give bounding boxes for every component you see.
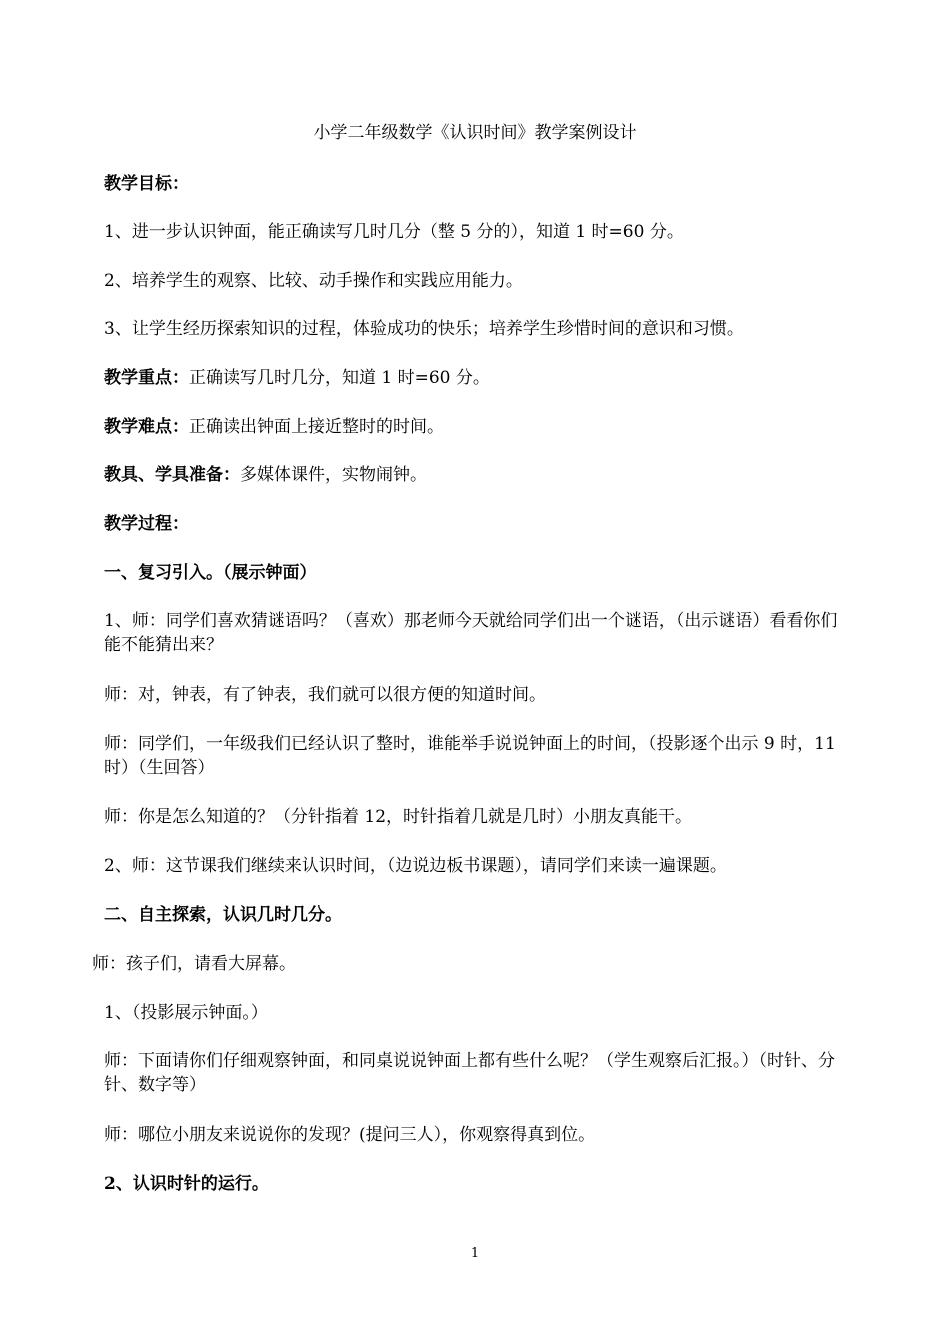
section2-paragraph: 师：下面请你们仔细观察钟面，和同桌说说钟面上都有些什么呢？（学生观察后汇报。）（时针、分针、数字等） <box>104 1051 835 1095</box>
difficulty <box>104 415 444 439</box>
section1-paragraph: 师：同学们，一年级我们已经认识了整时，谁能举手说说钟面上的时间，（投影逐个出示 9 时，11 时）（生回答） <box>104 734 836 778</box>
tools <box>104 463 427 487</box>
section1-paragraph: 师：你是怎么知道的？（分针指着 12，时针指着几就是几时）小朋友真能干。 <box>104 807 693 827</box>
section2-paragraph: 师：哪位小朋友来说说你的发现？(提问三人），你观察得真到位。 <box>104 1125 596 1145</box>
key-point <box>104 366 490 390</box>
section2-heading: 二、自主探索，认识几时几分。 <box>104 905 342 925</box>
goal-item: 3、让学生经历探索知识的过程，体验成功的快乐；培养学生珍惜时间的意识和习惯。 <box>104 319 744 339</box>
goal-item: 2、培养学生的观察、比较、动手操作和实践应用能力。 <box>104 271 523 291</box>
goals-heading: 教学目标： <box>104 174 189 194</box>
key-point-label: 教学重点： <box>104 368 189 388</box>
section2-paragraph: 师：孩子们，请看大屏幕。 <box>92 954 296 974</box>
difficulty-label: 教学难点： <box>104 417 189 437</box>
section1-paragraph: 师：对，钟表，有了钟表，我们就可以很方便的知道时间。 <box>104 685 546 705</box>
difficulty-text: 正确读出钟面上接近整时的时间。 <box>189 417 444 437</box>
document-title: 小学二年级数学《认识时间》教学案例设计 <box>313 123 637 143</box>
section2-subheading: 2、认识时针的运行。 <box>104 1174 269 1194</box>
section2-paragraph: 1、（投影展示钟面。） <box>104 1003 268 1023</box>
tools-text: 多媒体课件，实物闹钟。 <box>240 465 427 485</box>
key-point-text: 正确读写几时几分，知道 1 时=60 分。 <box>189 368 490 388</box>
section1-heading: 一、复习引入。（展示钟面） <box>104 563 317 583</box>
section1-paragraph: 1、师：同学们喜欢猜谜语吗？（喜欢）那老师今天就给同学们出一个谜语，（出示谜语）看看你们能不能猜出来？ <box>104 611 838 655</box>
tools-label: 教具、学具准备： <box>104 465 240 485</box>
section1-paragraph: 2、师：这节课我们继续来认识时间，（边说边板书课题），请同学们来读一遍课题。 <box>104 856 727 876</box>
process-heading: 教学过程： <box>104 514 189 534</box>
goal-item: 1、进一步认识钟面，能正确读写几时几分（整 5 分的），知道 1 时=60 分。 <box>104 222 684 242</box>
page-number: 1 <box>470 1246 480 1261</box>
